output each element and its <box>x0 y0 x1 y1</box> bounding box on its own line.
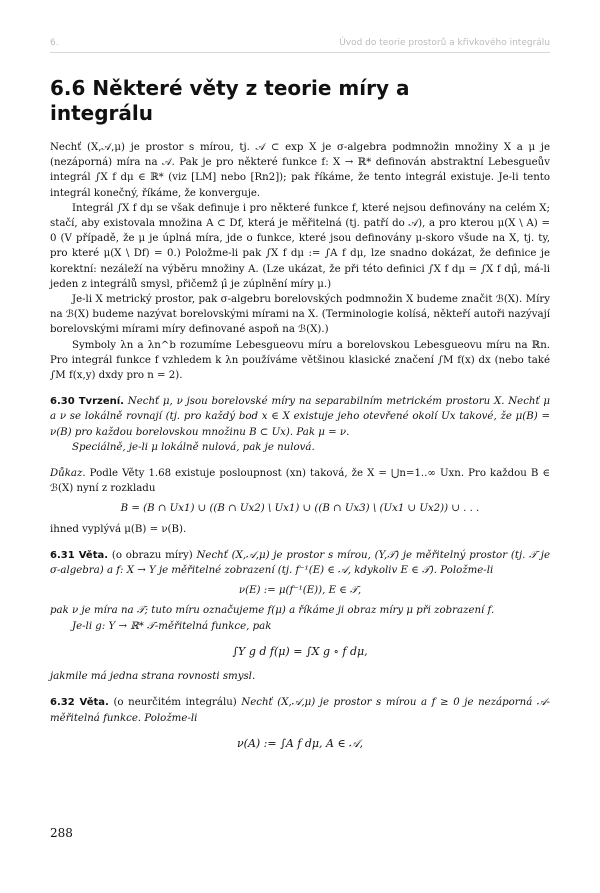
theorem-6-32-text: Nechť (X,𝒜,μ) je prostor s mírou a f ≥ 0 je nezáporná 𝒜-měřitelná funkce. Položme-li <box>50 697 550 724</box>
theorem-6-31-final: jakmile má jedna strana rovnosti smysl. <box>50 671 256 683</box>
theorem-6-32 <box>50 695 550 725</box>
paragraph-integral-definition: Integrál ∫X f dμ se však definuje i pro některé funkce f, které nejsou definovány na celém X; stačí, aby existovala množina A ⊂ Df, která je měřitelná (tj. patří do 𝒜), a pro kterou μ(X \ A) = 0 (V případě, že μ je úplná míra, jde o funkce, které jsou definovány μ-skoro všude na X, tj. ty, pro které μ(X \ Df) = 0.) Položme-li pak ∫X f dμ := ∫A f dμ, lze snadno dokázat, že definice je korektní: nezáleží na výběru množiny A. (Lze ukázat, že při této definici ∫X f dμ = ∫X f dμ̂, má-li jeden z integrálů smysl, přičemž μ̂ je zúplnění míry μ.) <box>50 202 550 290</box>
page-body <box>50 140 550 761</box>
theorem-6-30 <box>50 394 550 440</box>
paragraph-intro: Nechť (X,𝒜,μ) je prostor s mírou, tj. 𝒜 ⊂ exp X je σ-algebra podmnožin množiny X a μ je (nezáporná) míra na 𝒜. Pak je pro některé funkce f: X → ℝ* definován abstraktní Lebesgueův integrál ∫X f dμ ∈ ℝ* (viz [LM] nebo [Rn2]); pak říkáme, že tento integrál existuje. Je-li tento integrál konečný, říkáme, že konverguje. <box>50 142 550 199</box>
theorem-6-31-after: pak ν je míra na 𝒯; tuto míru označujeme f(μ) a říkáme ji obraz míry μ při zobrazení f. <box>50 605 495 617</box>
theorem-6-30-special: Speciálně, je-li μ lokálně nulová, pak je nulová. <box>72 441 315 453</box>
proof-equation: B = (B ∩ Ux1) ∪ ((B ∩ Ux2) \ Ux1) ∪ ((B ∩ Ux3) \ (Ux1 ∪ Ux2)) ∪ . . . <box>120 503 480 515</box>
proof-text: Podle Věty 1.68 existuje posloupnost (xn) taková, že X = ⋃n=1..∞ Uxn. Pro každou B ∈ ℬ(X) nyní z rozkladu <box>50 468 550 495</box>
proof-label: Důkaz. <box>50 468 86 480</box>
theorem-6-30-label: 6.30 Tvrzení. <box>50 396 124 408</box>
section-title-line1: 6.6 Některé věty z teorie míry a <box>50 76 410 100</box>
theorem-6-31-equation: ν(E) := μ(f⁻¹(E)), E ∈ 𝒯, <box>238 585 362 597</box>
proof <box>50 466 550 496</box>
theorem-6-30-text: Nechť μ, ν jsou borelovské míry na separabilním metrickém prostoru X. Nechť μ a ν se lokálně rovnají (tj. pro každý bod x ∈ X existuje jeho otevřené okolí Ux takové, že μ(B) = ν(B) pro každou borelovskou množinu B ⊂ Ux). Pak μ = ν. <box>50 396 550 438</box>
section-title <box>50 76 550 126</box>
theorem-6-31-condition: Je-li g: Y → ℝ* 𝒯-měřitelná funkce, pak <box>72 620 272 632</box>
theorem-6-32-subtitle: (o neurčitém integrálu) <box>113 697 237 709</box>
theorem-6-32-equation: ν(A) := ∫A f dμ, A ∈ 𝒜, <box>236 736 364 750</box>
theorem-6-31-label: 6.31 Věta. <box>50 549 109 561</box>
paragraph-borel: Je-li X metrický prostor, pak σ-algebru borelovských podmnožin X budeme značit ℬ(X). Míry na ℬ(X) budeme nazývat borelovskými mírami na X. (Terminologie kolísá, někteří autoři nazývají borelovskými mírami míry definované aspoň na ℬ(X).) <box>50 294 550 336</box>
theorem-6-31-text: Nechť (X,𝒜,μ) je prostor s mírou, (Y,𝒯) je měřitelný prostor (tj. 𝒯 je σ-algebra) a f: X → Y je měřitelné zobrazení (tj. f⁻¹(E) ∈ 𝒜, kdykoliv E ∈ 𝒯). Položme-li <box>50 549 550 577</box>
header-left: 6. <box>50 38 59 48</box>
paragraph-lebesgue: Symboly λn a λn^b rozumíme Lebesgueovu míru a borelovskou Lebesgueovu míru na ℝn. Pro integrál funkce f vzhledem k λn používáme většinou klasické značení ∫M f(x) dx (nebo také ∫M f(x,y) dxdy pro n = 2). <box>50 339 550 382</box>
theorem-6-32-label: 6.32 Věta. <box>50 697 109 709</box>
running-header <box>50 38 550 53</box>
section-title-line2: integrálu <box>50 101 153 125</box>
proof-conclusion: ihned vyplývá μ(B) = ν(B). <box>50 523 187 535</box>
header-right: Úvod do teorie prostorů a křivkového integrálu <box>339 38 550 48</box>
theorem-6-31 <box>50 548 550 578</box>
theorem-6-31-subtitle: (o obrazu míry) <box>111 549 193 561</box>
theorem-6-31-equation2: ∫Y g d f(μ) = ∫X g ∘ f dμ, <box>232 644 368 658</box>
page-number: 288 <box>50 826 73 840</box>
